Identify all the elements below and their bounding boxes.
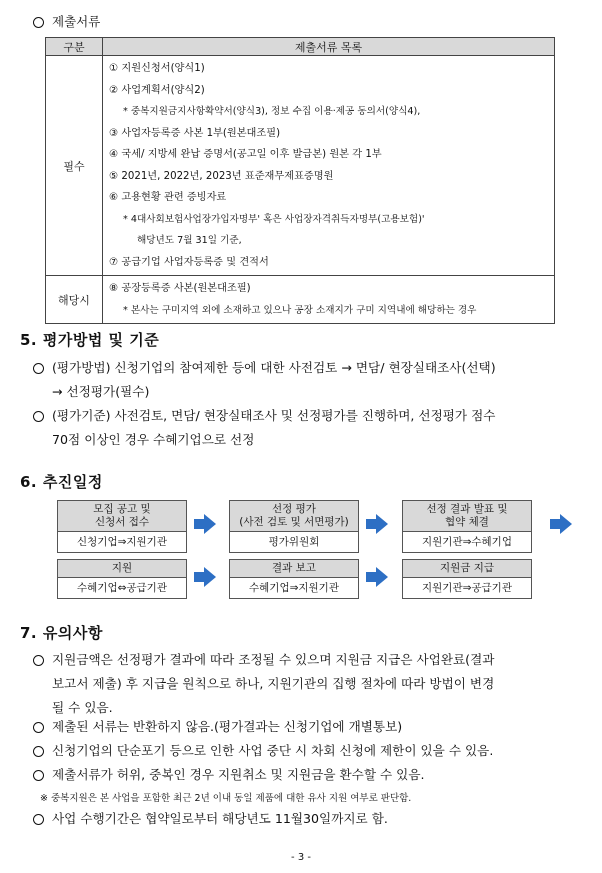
page-number: - 3 -	[291, 852, 311, 863]
list-item: ③ 사업자등록증 사본 1부(원본대조필)	[109, 127, 281, 139]
sec5-paragraph-2: (평가기준) 사전검토, 면담/ 현장실태조사 및 선정평가를 진행하며, 선정평가 점수 70점 이상인 경우 수혜기업으로 선정	[33, 404, 588, 452]
circle-bullet-icon	[33, 363, 44, 374]
schedule-step: 선정 평가 (사전 검토 및 서면평가) 평가위원회	[229, 500, 359, 553]
section-5-title: 5. 평가방법 및 기준	[20, 331, 160, 349]
arrow-right-icon	[204, 567, 216, 587]
submission-heading: 제출서류	[33, 12, 100, 30]
arrow-right-icon	[204, 514, 216, 534]
sec7-paragraph-1: 지원금액은 선정평가 결과에 따라 조정될 수 있으며 지원금 지급은 사업완료(결과 보고서 제출) 후 지급을 원칙으로 하나, 지원기관의 집행 절차에 따라 방법이 변경 될 수 있음.	[33, 648, 588, 720]
schedule-step: 모집 공고 및 신청서 접수 신청기업⇒지원기관	[57, 500, 187, 553]
list-item: ⑧ 공장등록증 사본(원본대조필)	[109, 283, 251, 294]
table-header-row	[46, 38, 555, 56]
circle-bullet-icon	[33, 17, 44, 28]
sec7-paragraph-5: 사업 수행기간은 협약일로부터 해당년도 11월30일까지로 함.	[33, 807, 588, 831]
circle-bullet-icon	[33, 655, 44, 666]
col-list-header: 제출서류 목록	[103, 38, 555, 56]
schedule-step: 결과 보고 수혜기업⇒지원기관	[229, 559, 359, 599]
arrow-right-icon	[560, 514, 572, 534]
required-label: 필수	[46, 56, 103, 276]
sec7-paragraph-4: 제출서류가 허위, 중복인 경우 지원취소 및 지원금을 환수할 수 있음.	[33, 763, 588, 787]
sec7-paragraph-3: 신청기업의 단순포기 등으로 인한 사업 중단 시 차회 신청에 제한이 있을 수 있음.	[33, 739, 588, 763]
sec5-paragraph-1: (평가방법) 신청기업의 참여제한 등에 대한 사전검토 → 면담/ 현장실태조사(선택) → 선정평가(필수)	[33, 356, 588, 404]
list-item: ① 지원신청서(양식1)	[109, 63, 205, 74]
circle-bullet-icon	[33, 411, 44, 422]
list-item: * 중복지원금지사항확약서(양식3), 정보 수집 이용·제공 동의서(양식4),	[123, 106, 421, 117]
circle-bullet-icon	[33, 722, 44, 733]
list-item: ⑤ 2021년, 2022년, 2023년 표준재무제표증명원	[109, 170, 334, 182]
list-item: 해당년도 7월 31일 기준,	[137, 235, 242, 246]
applicable-row	[46, 276, 555, 324]
arrow-right-icon	[376, 567, 388, 587]
schedule-step: 선정 결과 발표 및 협약 체결 지원기관⇒수혜기업	[402, 500, 532, 553]
section-7-title: 7. 유의사항	[20, 624, 103, 642]
section-6-title: 6. 추진일정	[20, 473, 103, 491]
schedule-step: 지원금 지급 지원기관⇒공급기관	[402, 559, 532, 599]
applicable-list	[103, 276, 555, 324]
required-list	[103, 56, 555, 276]
arrow-right-icon	[376, 514, 388, 534]
circle-bullet-icon	[33, 770, 44, 781]
submission-table	[45, 37, 555, 324]
list-item: ⑦ 공급기업 사업자등록증 및 견적서	[109, 256, 269, 268]
list-item: * 본사는 구미지역 외에 소재하고 있으나 공장 소재지가 구미 지역내에 해당하는 경우	[123, 304, 477, 316]
circle-bullet-icon	[33, 746, 44, 757]
list-item: * 4대사회보험사업장가입자명부' 혹은 사업장자격취득자명부(고용보험)'	[123, 213, 425, 225]
required-row	[46, 56, 555, 276]
list-item: ② 사업계획서(양식2)	[109, 84, 205, 96]
circle-bullet-icon	[33, 814, 44, 825]
col-category-header: 구분	[46, 38, 103, 56]
list-item: ④ 국세/ 지방세 완납 증명서(공고일 이후 발급본) 원본 각 1부	[109, 149, 382, 160]
sec7-paragraph-2: 제출된 서류는 반환하지 않음.(평가결과는 신청기업에 개별통보)	[33, 715, 588, 739]
list-item: ⑥ 고용현황 관련 증빙자료	[109, 192, 227, 203]
applicable-label: 해당시	[46, 276, 103, 324]
sec7-note: ※ 중복지원은 본 사업을 포함한 최근 2년 이내 동일 제품에 대한 유사 지원 여부로 판단함.	[40, 793, 412, 804]
schedule-step: 지원 수혜기업⇔공급기관	[57, 559, 187, 599]
